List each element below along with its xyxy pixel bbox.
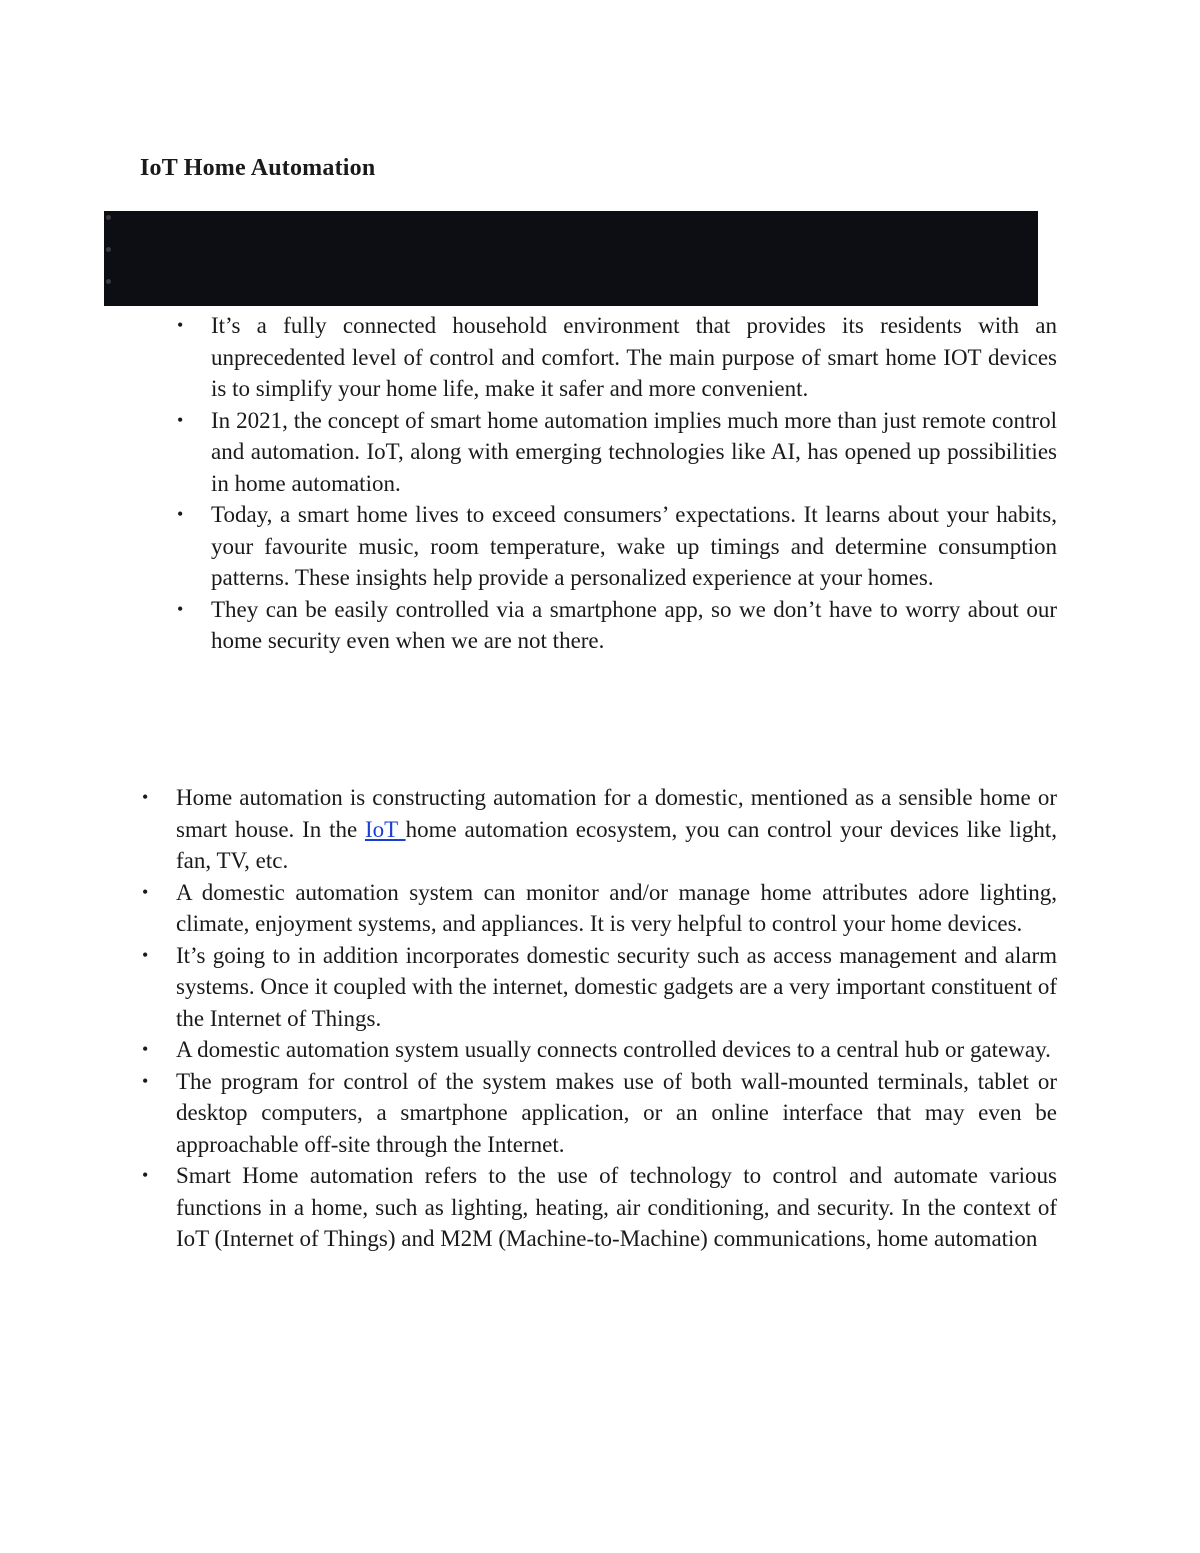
bullet-icon: • (177, 409, 184, 430)
list-item-text: A domestic automation system can monitor and/or manage home attributes adore lighting, climate, enjoyment systems, and appliances. It is very helpful to control your home devices. (176, 879, 1057, 936)
bullet-icon: • (142, 1165, 149, 1185)
bullet-icon (106, 247, 111, 252)
list-item (177, 594, 1057, 657)
bullet-list-main (142, 782, 1057, 1255)
list-item-text: A domestic automation system usually connects controlled devices to a central hub or gateway. (176, 1037, 1051, 1062)
list-item (142, 782, 1057, 877)
bullet-icon: • (177, 315, 184, 335)
bullet-icon (106, 215, 111, 220)
list-item (142, 1066, 1057, 1161)
list-item-text: They can be easily controlled via a smartphone app, so we don’t have to worry about our home security even when we are not there. (211, 596, 1057, 653)
list-item-text: Smart Home automation refers to the use of technology to control and automate various functions in a home, such as lighting, heating, air conditioning, and security. In the context of IoT (Internet of Things) and M2M (Machine-to-Machine) communications, home automation (176, 1163, 1057, 1251)
bullet-icon (106, 279, 111, 284)
list-item-text: Home automation is constructing automation for a domestic, mentioned as a sensible home or smart house. In the (176, 785, 1057, 842)
list-item-text: The program for control of the system makes use of both wall-mounted terminals, tablet or desktop computers, a smartphone application, or an online interface that may even be approachable off-site through the Internet. (176, 1068, 1057, 1157)
list-item-text: home automation ecosystem, you can control your devices like light, fan, TV, etc. (176, 816, 1057, 873)
redacted-block (104, 211, 1038, 306)
list-item (177, 405, 1057, 500)
document-title: IoT Home Automation (140, 155, 376, 181)
list-item-text: In 2021, the concept of smart home automation implies much more than just remote control and automation. IoT, along with emerging technologies like AI, has opened up possibilities in home automation. (211, 407, 1057, 496)
list-item (142, 1160, 1057, 1255)
list-item-text: It’s going to in addition incorporates domestic security such as access management and alarm systems. Once it coupled with the internet, domestic gadgets are a very important constituent of the Internet of Things. (176, 942, 1057, 1031)
list-item (142, 1034, 1057, 1066)
bullet-icon: • (142, 1039, 149, 1059)
bullet-icon: • (142, 1070, 149, 1091)
list-item (142, 940, 1057, 1035)
list-item (177, 499, 1057, 594)
bullet-icon: • (142, 787, 149, 807)
list-item (177, 310, 1057, 405)
bullet-list-nested (177, 310, 1057, 657)
list-item-text: It’s a fully connected household environment that provides its residents with an unprecedented level of control and comfort. The main purpose of smart home IOT devices is to simplify your home life, make it safer and more convenient. (211, 313, 1057, 401)
bullet-icon: • (142, 944, 149, 965)
list-item (142, 877, 1057, 940)
bullet-icon: • (142, 881, 149, 902)
bullet-icon: • (177, 598, 184, 619)
bullet-icon: • (177, 504, 184, 524)
iot-link[interactable]: IoT (364, 816, 406, 842)
list-item-text: Today, a smart home lives to exceed consumers’ expectations. It learns about your habits, your favourite music, room temperature, wake up timings and determine consumption patterns. These insights help provide a personalized experience at your homes. (211, 502, 1057, 590)
